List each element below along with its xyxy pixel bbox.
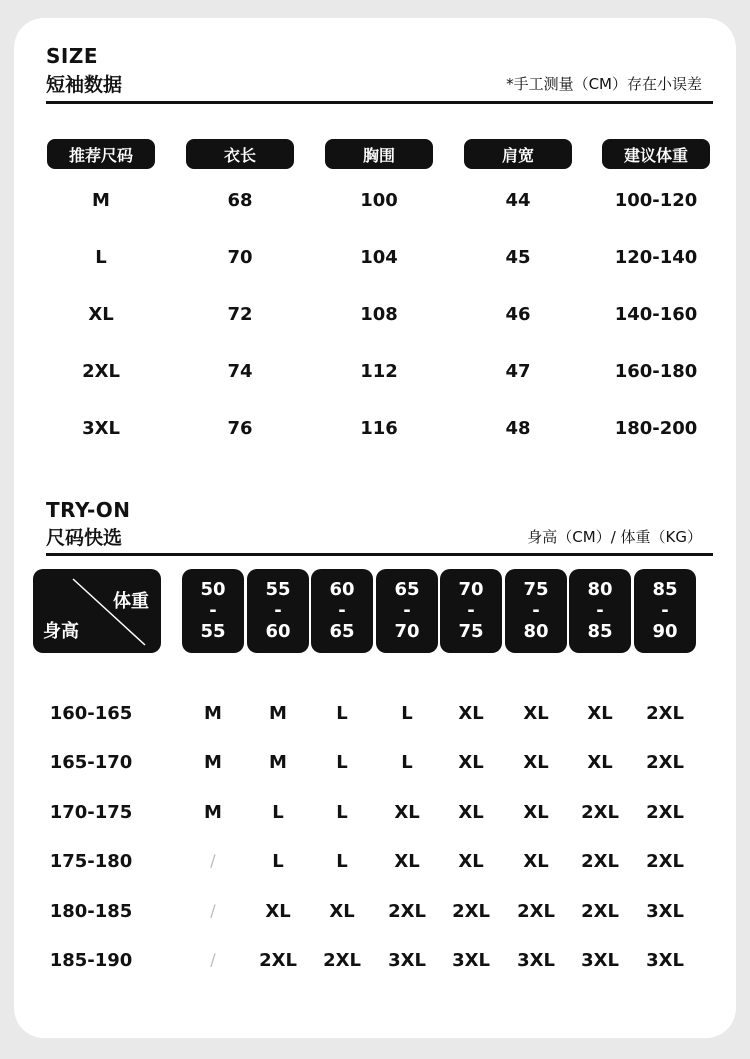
size-note: *手工测量（CM）存在小误差: [506, 75, 702, 93]
weight-top: 65: [394, 579, 420, 600]
size-recommendation-cell: XL: [458, 802, 484, 823]
size-recommendation-cell: XL: [458, 752, 484, 773]
size-header-3: 肩宽: [464, 139, 572, 169]
weight-header-3: [376, 569, 438, 653]
size-cell: 112: [360, 361, 398, 382]
size-recommendation-cell: 2XL: [646, 752, 684, 773]
size-cell: 160-180: [614, 361, 698, 382]
weight-sep: -: [532, 600, 540, 621]
size-recommendation-cell: 2XL: [452, 901, 490, 922]
size-recommendation-cell: /: [210, 851, 216, 870]
size-recommendation-cell: XL: [523, 752, 549, 773]
size-cell: 108: [360, 304, 398, 325]
size-row-label: L: [95, 247, 107, 268]
weight-bottom: 90: [652, 621, 678, 642]
size-cell: 180-200: [614, 418, 698, 439]
tryon-title-cn: 尺码快选: [46, 527, 123, 549]
height-row-label: 180-185: [49, 901, 133, 922]
size-title-cn: 短袖数据: [46, 74, 123, 96]
height-row-label: 170-175: [49, 802, 133, 823]
size-recommendation-cell: L: [336, 802, 348, 823]
size-cell: 74: [227, 361, 253, 382]
size-recommendation-cell: 2XL: [517, 901, 555, 922]
weight-header-6: [569, 569, 631, 653]
weight-top: 55: [265, 579, 291, 600]
size-cell: 72: [227, 304, 253, 325]
size-recommendation-cell: 2XL: [581, 901, 619, 922]
size-recommendation-cell: XL: [587, 752, 613, 773]
weight-bottom: 70: [394, 621, 420, 642]
size-recommendation-cell: 3XL: [646, 901, 684, 922]
size-recommendation-cell: M: [204, 802, 222, 823]
weight-bottom: 75: [458, 621, 484, 642]
size-row-label: M: [92, 190, 110, 211]
size-cell: 48: [505, 418, 531, 439]
size-recommendation-cell: M: [269, 752, 287, 773]
weight-sep: -: [596, 600, 604, 621]
weight-header-2: [311, 569, 373, 653]
tryon-divider: [46, 553, 713, 556]
size-recommendation-cell: L: [336, 703, 348, 724]
tryon-note: 身高（CM）/ 体重（KG）: [527, 528, 702, 546]
size-recommendation-cell: 2XL: [388, 901, 426, 922]
weight-header-5: [505, 569, 567, 653]
weight-sep: -: [338, 600, 346, 621]
size-recommendation-cell: 3XL: [388, 950, 426, 971]
size-recommendation-cell: 2XL: [259, 950, 297, 971]
size-recommendation-cell: L: [336, 851, 348, 872]
size-cell: 76: [227, 418, 253, 439]
size-recommendation-cell: XL: [458, 851, 484, 872]
size-recommendation-cell: 2XL: [581, 802, 619, 823]
weight-top: 80: [587, 579, 613, 600]
size-recommendation-cell: XL: [394, 851, 420, 872]
weight-top: 70: [458, 579, 484, 600]
size-cell: 68: [227, 190, 253, 211]
weight-sep: -: [661, 600, 669, 621]
corner-weight-label: 体重: [113, 591, 149, 612]
corner-height-label: 身高: [43, 621, 79, 642]
weight-bottom: 65: [329, 621, 355, 642]
height-row-label: 165-170: [49, 752, 133, 773]
size-recommendation-cell: 3XL: [517, 950, 555, 971]
weight-bottom: 85: [587, 621, 613, 642]
size-header-0: 推荐尺码: [47, 139, 155, 169]
size-row-label: 2XL: [82, 361, 120, 382]
weight-bottom: 60: [265, 621, 291, 642]
weight-header-7: [634, 569, 696, 653]
size-cell: 44: [505, 190, 531, 211]
size-title-en: SIZE: [46, 44, 99, 68]
size-recommendation-cell: XL: [329, 901, 355, 922]
weight-sep: -: [209, 600, 217, 621]
size-cell: 70: [227, 247, 253, 268]
size-header-4: 建议体重: [602, 139, 710, 169]
size-recommendation-cell: 3XL: [646, 950, 684, 971]
size-recommendation-cell: XL: [265, 901, 291, 922]
grid-corner-header: [33, 569, 161, 653]
size-recommendation-cell: L: [272, 802, 284, 823]
size-recommendation-cell: XL: [587, 703, 613, 724]
height-row-label: 185-190: [49, 950, 133, 971]
tryon-title-en: TRY-ON: [46, 498, 131, 522]
weight-top: 75: [523, 579, 549, 600]
size-cell: 120-140: [614, 247, 698, 268]
size-cell: 140-160: [614, 304, 698, 325]
size-row-label: XL: [88, 304, 114, 325]
size-recommendation-cell: L: [401, 703, 413, 724]
size-header-1: 衣长: [186, 139, 294, 169]
size-header-2: 胸围: [325, 139, 433, 169]
size-recommendation-cell: /: [210, 950, 216, 969]
size-cell: 47: [505, 361, 531, 382]
size-recommendation-cell: XL: [394, 802, 420, 823]
weight-header-4: [440, 569, 502, 653]
size-recommendation-cell: 2XL: [646, 851, 684, 872]
size-recommendation-cell: 2XL: [323, 950, 361, 971]
size-cell: 100: [360, 190, 398, 211]
size-recommendation-cell: 3XL: [581, 950, 619, 971]
size-recommendation-cell: M: [269, 703, 287, 724]
size-recommendation-cell: 3XL: [452, 950, 490, 971]
size-recommendation-cell: L: [336, 752, 348, 773]
weight-top: 60: [329, 579, 355, 600]
weight-bottom: 55: [200, 621, 226, 642]
weight-bottom: 80: [523, 621, 549, 642]
size-recommendation-cell: 2XL: [581, 851, 619, 872]
size-recommendation-cell: M: [204, 703, 222, 724]
size-cell: 116: [360, 418, 398, 439]
height-row-label: 160-165: [49, 703, 133, 724]
size-cell: 46: [505, 304, 531, 325]
weight-header-1: [247, 569, 309, 653]
size-recommendation-cell: XL: [523, 703, 549, 724]
weight-top: 85: [652, 579, 678, 600]
size-recommendation-cell: 2XL: [646, 703, 684, 724]
size-recommendation-cell: /: [210, 901, 216, 920]
size-recommendation-cell: XL: [523, 851, 549, 872]
size-cell: 104: [360, 247, 398, 268]
weight-sep: -: [274, 600, 282, 621]
size-chart-card: [14, 18, 736, 1038]
size-cell: 100-120: [614, 190, 698, 211]
size-recommendation-cell: L: [401, 752, 413, 773]
size-recommendation-cell: 2XL: [646, 802, 684, 823]
size-recommendation-cell: XL: [523, 802, 549, 823]
weight-top: 50: [200, 579, 226, 600]
size-row-label: 3XL: [82, 418, 120, 439]
height-row-label: 175-180: [49, 851, 133, 872]
size-recommendation-cell: M: [204, 752, 222, 773]
weight-sep: -: [467, 600, 475, 621]
size-cell: 45: [505, 247, 531, 268]
weight-header-0: [182, 569, 244, 653]
weight-sep: -: [403, 600, 411, 621]
size-recommendation-cell: XL: [458, 703, 484, 724]
size-divider: [46, 101, 713, 104]
size-recommendation-cell: L: [272, 851, 284, 872]
